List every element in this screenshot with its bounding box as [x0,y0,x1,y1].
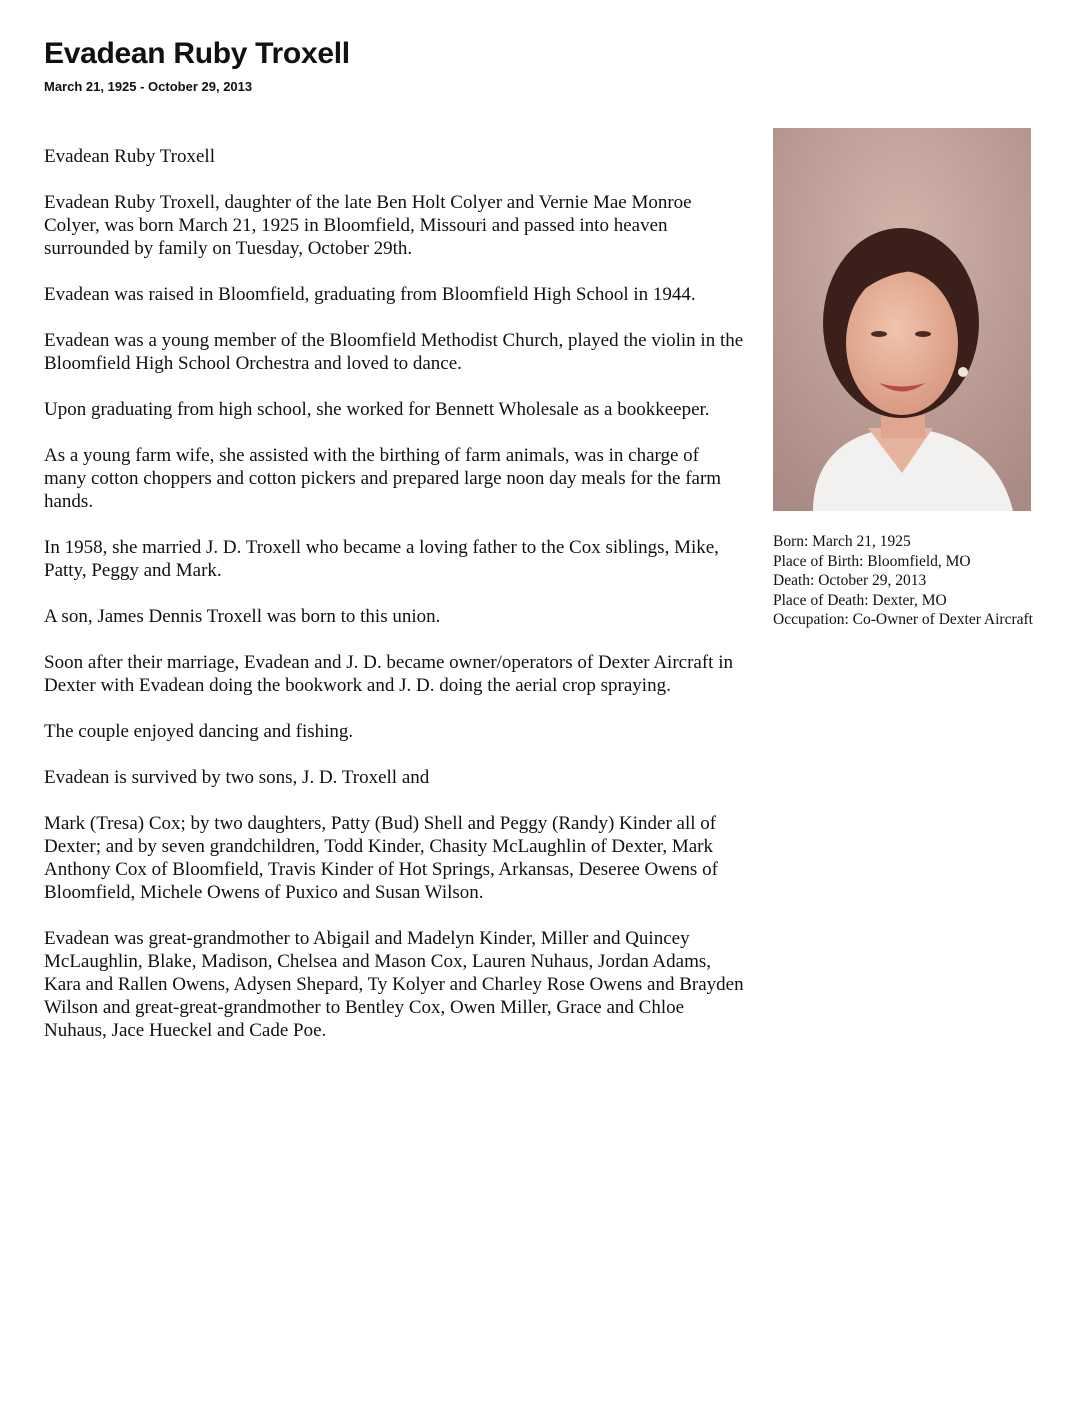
obituary-text [44,145,744,1065]
death-date: Death: October 29, 2013 [773,572,927,589]
obituary-paragraph: Evadean was a young member of the Bloomfield Methodist Church, played the violin in the Bloomfield High School Orchestra and loved to dance. [44,330,744,374]
portrait-illustration [773,128,1031,511]
vital-info [773,532,1041,630]
obituary-paragraph: Evadean was great-grandmother to Abigail and Madelyn Kinder, Miller and Quincey McLaughlin, Blake, Madison, Chelsea and Mason Cox, Lauren Nuhaus, Jordan Adams, Kara and Rallen Owens, Adysen Shepard, Ty Kolyer and Charley Rose Owens and Brayden Wilson and great-great-grandmother to Bentley Cox, Owen Miller, Grace and Chloe Nuhaus, Jace Hueckel and Cade Poe. [44,928,744,1041]
obituary-paragraph: In 1958, she married J. D. Troxell who became a loving father to the Cox siblings, Mike, Patty, Peggy and Mark. [44,537,719,581]
place-of-death: Place of Death: Dexter, MO [773,591,947,609]
born-date: Born: March 21, 1925 [773,533,911,550]
page-title: Evadean Ruby Troxell [44,37,350,70]
portrait-photo [773,128,1031,511]
obituary-paragraph: Soon after their marriage, Evadean and J. D. became owner/operators of Dexter Aircraft in Dexter with Evadean doing the bookwork and J. D. doing the aerial crop spraying. [44,652,733,696]
life-dates: March 21, 1925 - October 29, 2013 [44,79,253,94]
obituary-paragraph: A son, James Dennis Troxell was born to this union. [44,606,441,627]
obituary-paragraph: Evadean is survived by two sons, J. D. Troxell and [44,767,430,788]
obituary-paragraph: Evadean Ruby Troxell, daughter of the late Ben Holt Colyer and Vernie Mae Monroe Colyer, was born March 21, 1925 in Bloomfield, Missouri and passed into heaven surrounded by family on Tuesday, October 29th. [44,192,692,259]
obituary-paragraph: The couple enjoyed dancing and fishing. [44,721,354,742]
obituary-paragraph: Evadean was raised in Bloomfield, graduating from Bloomfield High School in 1944. [44,284,696,305]
occupation: Occupation: Co-Owner of Dexter Aircraft [773,611,1033,628]
obituary-paragraph: As a young farm wife, she assisted with the birthing of farm animals, was in charge of many cotton choppers and cotton pickers and prepared large noon day meals for the farm hands. [44,445,722,512]
place-of-birth: Place of Birth: Bloomfield, MO [773,552,971,570]
obituary-paragraph: Evadean Ruby Troxell [44,146,215,167]
obituary-paragraph: Upon graduating from high school, she worked for Bennett Wholesale as a bookkeeper. [44,399,710,420]
obituary-paragraph: Mark (Tresa) Cox; by two daughters, Patty (Bud) Shell and Peggy (Randy) Kinder all of Dexter; and by seven grandchildren, Todd Kinder, Chasity McLaughlin of Dexter, Mark Anthony Cox of Bloomfield, Travis Kinder of Hot Springs, Arkansas, Deseree Owens of Bloomfield, Michele Owens of Puxico and Susan Wilson. [44,813,718,903]
